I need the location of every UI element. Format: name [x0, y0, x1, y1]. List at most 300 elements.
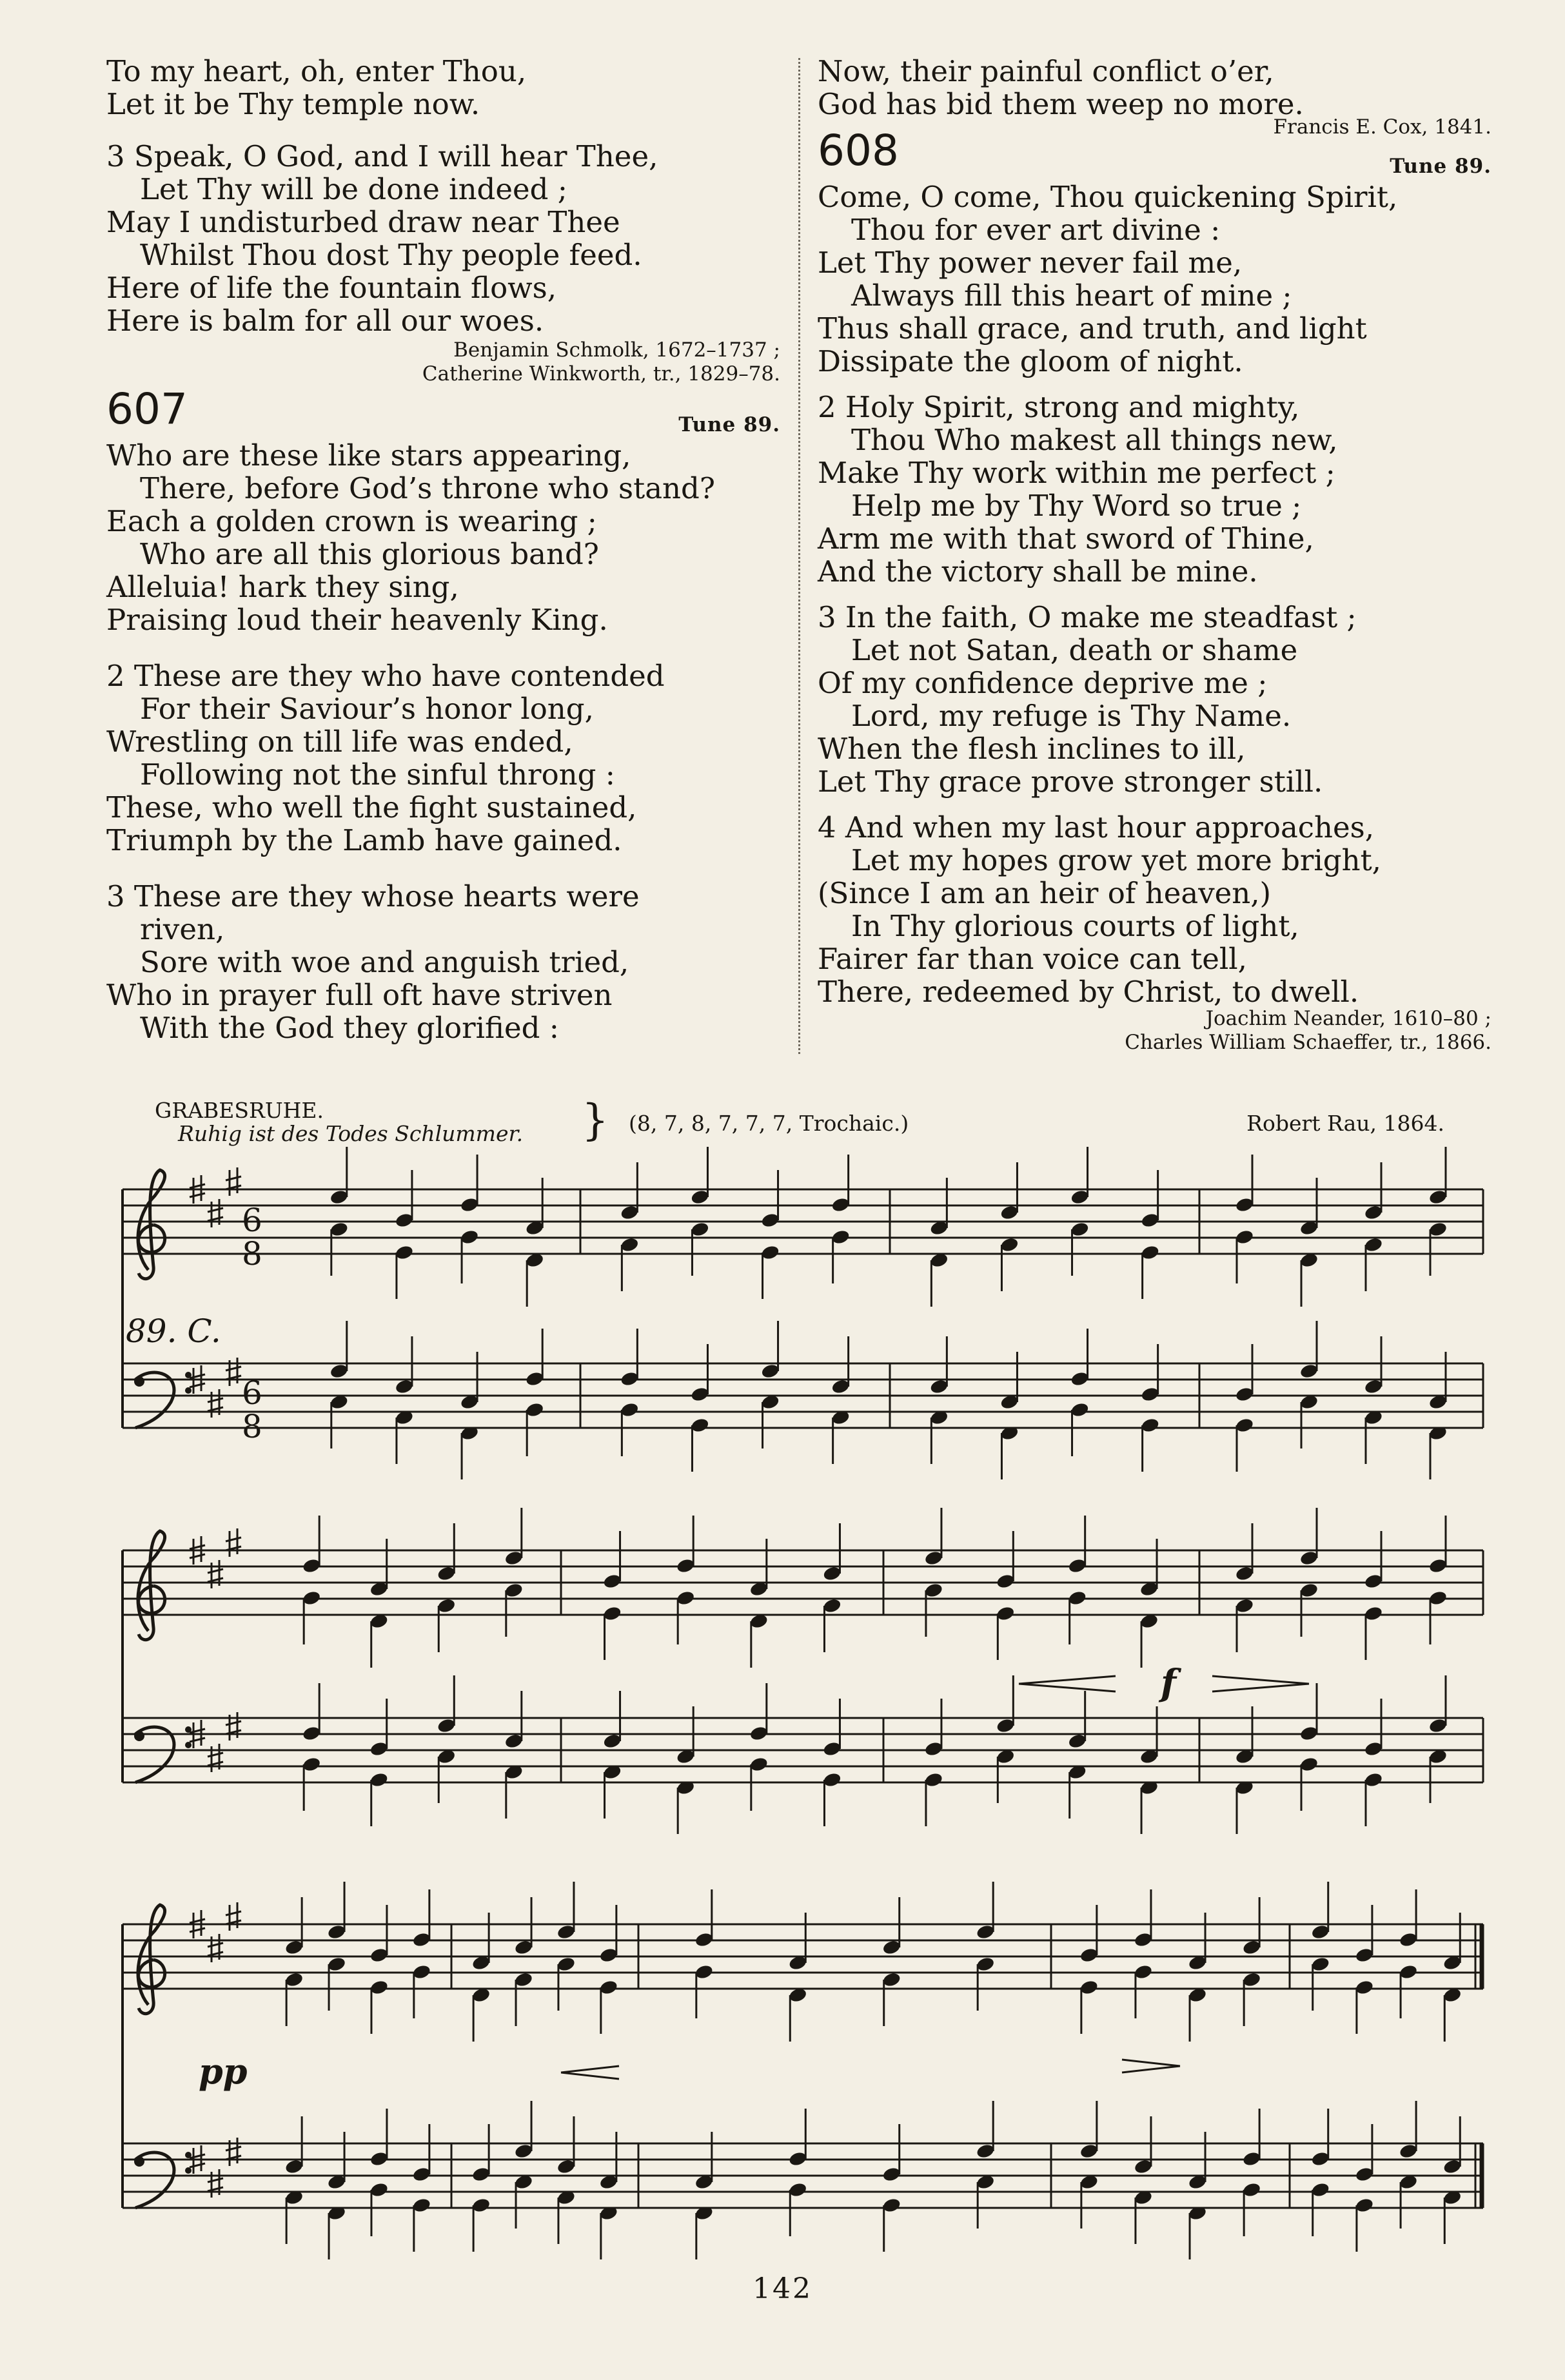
- note-head: [602, 1764, 622, 1780]
- verse-line: May I undisturbed draw near Thee: [106, 205, 620, 239]
- hymn-607-stanza-2: [106, 659, 780, 857]
- note-head: [690, 1189, 710, 1205]
- note-head: [1364, 1573, 1384, 1590]
- note-head: [412, 2197, 432, 2214]
- hymn-607-stanza-3: [106, 880, 780, 1044]
- note-head: [1299, 1725, 1319, 1742]
- verse-line: Let it be Thy temple now.: [106, 87, 480, 121]
- note-head: [929, 1409, 949, 1426]
- tune-brace: }: [582, 1095, 609, 1145]
- verse-line: Help me by Thy Word so true ;: [851, 489, 1302, 523]
- note-head: [504, 1582, 524, 1599]
- note-head: [1139, 1581, 1159, 1597]
- note-head: [976, 2143, 996, 2160]
- note-head: [599, 2174, 619, 2190]
- tune-composer: Robert Rau, 1864.: [1246, 1111, 1444, 1136]
- verse-line: Who in prayer full oft have striven: [106, 978, 613, 1012]
- sharp-sign: [190, 1175, 205, 1204]
- note-head: [788, 1955, 808, 1971]
- note-head: [694, 2205, 714, 2221]
- verse-line: Let not Satan, death or shame: [851, 633, 1298, 667]
- hymn-606-continuation: [106, 55, 780, 121]
- note-head: [1139, 1748, 1159, 1765]
- note-head: [602, 1573, 622, 1590]
- note-head: [1134, 2158, 1154, 2175]
- note-head: [556, 2189, 576, 2206]
- crescendo-hairpin: [561, 2066, 619, 2079]
- note-head: [437, 1748, 457, 1765]
- note-head: [471, 2166, 491, 2183]
- note-head: [284, 2158, 304, 2175]
- note-head: [1235, 1196, 1255, 1213]
- note-head: [999, 1204, 1019, 1221]
- note-head: [556, 2158, 576, 2175]
- note-head: [620, 1236, 640, 1253]
- note-head: [369, 1613, 389, 1630]
- note-head: [460, 1229, 480, 1245]
- verse-line: There, before God’s throne who stand?: [140, 471, 715, 505]
- note-head: [999, 1236, 1019, 1253]
- note-head: [996, 1717, 1016, 1734]
- note-head: [437, 1717, 457, 1734]
- note-head: [330, 1221, 349, 1238]
- verse-line: Arm me with that sword of Thine,: [818, 522, 1314, 556]
- note-head: [1428, 1221, 1448, 1238]
- tune-reference: Tune 89.: [678, 413, 780, 436]
- verse-line: Dissipate the gloom of night.: [818, 344, 1243, 378]
- note-head: [514, 2174, 534, 2190]
- verse-line: Let Thy grace prove stronger still.: [818, 765, 1323, 799]
- note-head: [1310, 2181, 1330, 2198]
- note-head: [1188, 1987, 1208, 2004]
- note-head: [1299, 1220, 1319, 1236]
- note-head: [749, 1756, 769, 1773]
- note-head: [369, 1979, 389, 1996]
- note-head: [525, 1401, 545, 1418]
- note-head: [556, 1956, 576, 1973]
- sharp-sign: [226, 1358, 241, 1386]
- verse-line: Come, O come, Thou quickening Spirit,: [818, 180, 1398, 214]
- note-head: [1442, 2189, 1462, 2206]
- note-head: [437, 1597, 457, 1614]
- bass-clef-dot: [185, 2167, 192, 2174]
- translator-attribution: Catherine Winkworth, tr., 1829–78.: [422, 362, 780, 385]
- note-head: [1355, 1947, 1375, 1964]
- note-head: [327, 1956, 347, 1973]
- verse-line: Thou Who makest all things new,: [851, 423, 1338, 457]
- note-head: [694, 1931, 714, 1948]
- note-head: [1299, 1756, 1319, 1773]
- note-head: [1364, 1378, 1384, 1395]
- note-head: [1299, 1394, 1319, 1410]
- note-head: [1134, 1931, 1154, 1948]
- note-head: [690, 1386, 710, 1403]
- note-head: [514, 1971, 534, 1988]
- note-head: [330, 1189, 349, 1205]
- note-head: [1235, 1597, 1255, 1614]
- note-head: [676, 1779, 696, 1796]
- treble-clef: [138, 1905, 165, 2014]
- note-head: [412, 2166, 432, 2183]
- note-head: [996, 1748, 1016, 1765]
- verse-line: Each a golden crown is wearing ;: [106, 504, 597, 538]
- verse-line: With the God they glorified :: [140, 1011, 559, 1045]
- verse-line: Whilst Thou dost Thy people feed.: [140, 238, 642, 272]
- note-head: [999, 1425, 1019, 1441]
- verse-line: Triumph by the Lamb have gained.: [106, 823, 622, 857]
- note-head: [1428, 1717, 1448, 1734]
- sharp-sign: [226, 1528, 241, 1557]
- note-head: [1235, 1748, 1255, 1765]
- bass-clef-dot: [185, 1387, 192, 1394]
- verse-line: Sore with woe and anguish tried,: [140, 945, 629, 979]
- verse-line: 3 Speak, O God, and I will hear Thee,: [106, 139, 658, 173]
- hymn-608-stanza-3: [818, 601, 1491, 798]
- note-head: [1235, 1565, 1255, 1582]
- note-head: [1364, 1409, 1384, 1426]
- verse-line: Lord, my refuge is Thy Name.: [851, 699, 1292, 733]
- crescendo-hairpin: [1019, 1676, 1116, 1692]
- note-head: [831, 1409, 851, 1426]
- note-head: [599, 1979, 619, 1996]
- note-head: [1134, 1964, 1154, 1980]
- note-head: [620, 1204, 640, 1221]
- sharp-sign: [208, 1389, 223, 1418]
- note-head: [1235, 1386, 1255, 1403]
- note-head: [694, 1964, 714, 1980]
- note-head: [460, 1425, 480, 1441]
- sharp-sign: [190, 1910, 205, 1938]
- note-head: [788, 2151, 808, 2167]
- author-attribution: Joachim Neander, 1610–80 ;: [1205, 1007, 1491, 1030]
- note-head: [1299, 1363, 1319, 1380]
- note-head: [881, 1971, 901, 1988]
- verse-line: These, who well the fight sustained,: [106, 790, 637, 824]
- note-head: [602, 1605, 622, 1622]
- sharp-sign: [226, 1712, 241, 1741]
- note-head: [620, 1370, 640, 1387]
- tune-reference: Tune 89.: [1390, 155, 1491, 178]
- verse-line: 3 These are they whose hearts were: [106, 879, 640, 913]
- note-head: [1079, 1947, 1099, 1964]
- note-head: [1140, 1244, 1160, 1261]
- verse-line: Praising loud their heavenly King.: [106, 603, 608, 637]
- note-head: [395, 1212, 415, 1229]
- sharp-sign: [190, 2145, 205, 2174]
- note-head: [471, 1987, 491, 2004]
- decrescendo-hairpin: [1212, 1676, 1309, 1692]
- sharp-sign: [226, 1902, 241, 1931]
- note-head: [788, 2181, 808, 2198]
- note-head: [1355, 1979, 1375, 1996]
- note-head: [996, 1605, 1016, 1622]
- verse-line: Alleluia! hark they sing,: [106, 570, 459, 604]
- note-head: [676, 1590, 696, 1606]
- note-head: [369, 1581, 389, 1597]
- bass-clef-dot: [185, 1372, 192, 1378]
- verse-line: Here is balm for all our woes.: [106, 304, 544, 338]
- hymn-607-continuation: [818, 55, 1491, 138]
- note-head: [831, 1229, 851, 1245]
- note-head: [822, 1597, 842, 1614]
- note-head: [302, 1590, 322, 1606]
- decrescendo-hairpin: [1122, 2060, 1180, 2073]
- treble-clef: [138, 1531, 165, 1640]
- note-head: [924, 1771, 944, 1788]
- note-head: [1070, 1221, 1090, 1238]
- note-head: [504, 1550, 524, 1566]
- dynamic-pianissimo: pp: [199, 2051, 248, 2092]
- note-head: [1139, 1779, 1159, 1796]
- verse-line: Thus shall grace, and truth, and light: [818, 311, 1367, 346]
- note-head: [924, 1550, 944, 1566]
- note-head: [395, 1409, 415, 1426]
- left-column: [106, 55, 780, 1068]
- verse-line: riven,: [140, 912, 225, 946]
- sharp-sign: [190, 1720, 205, 1748]
- verse-line: And the victory shall be mine.: [818, 554, 1258, 589]
- note-head: [1188, 2174, 1208, 2190]
- note-head: [1242, 1971, 1262, 1988]
- verse-line: Wrestling on till life was ended,: [106, 725, 573, 759]
- note-head: [1442, 1987, 1462, 2004]
- note-head: [369, 2151, 389, 2167]
- tune-meter: (8, 7, 8, 7, 7, 7, Trochaic.): [629, 1111, 909, 1136]
- note-head: [1079, 1979, 1099, 1996]
- note-head: [760, 1244, 780, 1261]
- note-head: [1364, 1204, 1384, 1221]
- note-head: [999, 1394, 1019, 1410]
- note-head: [976, 2174, 996, 2190]
- sharp-sign: [208, 1199, 223, 1227]
- note-head: [1079, 2143, 1099, 2160]
- note-head: [1140, 1386, 1160, 1403]
- verse-line: Make Thy work within me perfect ;: [818, 456, 1335, 490]
- verse-line: (Since I am an heir of heaven,): [818, 876, 1272, 910]
- verse-line: There, redeemed by Christ, to dwell.: [818, 975, 1359, 1009]
- note-head: [1355, 2166, 1375, 2183]
- note-head: [1070, 1401, 1090, 1418]
- hymn-608-stanza-2: [818, 391, 1491, 588]
- note-head: [302, 1725, 322, 1742]
- tune-name: GRABESRUHE.: [155, 1098, 324, 1123]
- verse-line: For their Saviour’s honor long,: [140, 692, 594, 726]
- hymn-607-header: [106, 384, 780, 439]
- note-head: [369, 2181, 389, 2198]
- note-head: [690, 1417, 710, 1434]
- note-head: [749, 1581, 769, 1597]
- note-head: [881, 2197, 901, 2214]
- bass-clef: [135, 1727, 174, 1782]
- note-head: [1070, 1189, 1090, 1205]
- note-head: [395, 1244, 415, 1261]
- note-head: [1242, 2151, 1262, 2167]
- sharp-sign: [190, 1365, 205, 1394]
- note-head: [1070, 1370, 1090, 1387]
- note-head: [1067, 1557, 1087, 1574]
- note-head: [1310, 2151, 1330, 2167]
- bass-clef-dot: [185, 1726, 192, 1733]
- time-signature-numerator: 6: [242, 1374, 262, 1412]
- verse-line: 2 These are they who have contended: [106, 659, 665, 693]
- note-head: [1428, 1425, 1448, 1441]
- note-head: [1140, 1212, 1160, 1229]
- note-head: [471, 1955, 491, 1971]
- bass-clef-dot: [185, 2152, 192, 2158]
- sharp-sign: [226, 1167, 241, 1196]
- note-head: [676, 1557, 696, 1574]
- bass-clef-dot: [134, 1731, 144, 1741]
- verse-line: Fairer far than voice can tell,: [818, 942, 1247, 976]
- note-head: [831, 1196, 851, 1213]
- author-attribution: Benjamin Schmolk, 1672–1737 ;: [453, 338, 780, 362]
- sharp-sign: [190, 1536, 205, 1565]
- note-head: [1442, 2158, 1462, 2175]
- note-head: [1242, 2181, 1262, 2198]
- note-head: [1310, 1956, 1330, 1973]
- tune-subtitle: Ruhig ist des Todes Schlummer.: [178, 1121, 524, 1146]
- verse-line: To my heart, oh, enter Thou,: [106, 54, 527, 88]
- note-head: [976, 1924, 996, 1940]
- verse-line: Who are these like stars appearing,: [106, 438, 631, 473]
- note-head: [690, 1221, 710, 1238]
- note-head: [284, 1939, 304, 1956]
- note-head: [514, 1939, 534, 1956]
- note-head: [1364, 1236, 1384, 1253]
- note-head: [599, 1947, 619, 1964]
- hymn-606-stanza-3: [106, 140, 780, 385]
- right-column: [818, 55, 1491, 1053]
- hymn-608-stanza-1: [818, 180, 1491, 378]
- treble-clef: [138, 1170, 165, 1279]
- note-head: [749, 1725, 769, 1742]
- note-head: [694, 2174, 714, 2190]
- verse-line: 2 Holy Spirit, strong and mighty,: [818, 390, 1300, 424]
- note-head: [924, 1741, 944, 1757]
- note-head: [284, 2189, 304, 2206]
- note-head: [1428, 1189, 1448, 1205]
- note-head: [760, 1363, 780, 1380]
- note-head: [620, 1401, 640, 1418]
- note-head: [1428, 1394, 1448, 1410]
- verse-line: 4 And when my last hour approaches,: [818, 810, 1374, 844]
- note-head: [437, 1565, 457, 1582]
- note-head: [1235, 1229, 1255, 1245]
- note-head: [525, 1252, 545, 1269]
- verse-line: Let Thy power never fail me,: [818, 246, 1243, 280]
- note-head: [369, 1947, 389, 1964]
- note-head: [302, 1557, 322, 1574]
- note-head: [330, 1363, 349, 1380]
- note-head: [1188, 1955, 1208, 1971]
- note-head: [327, 2174, 347, 2190]
- note-head: [1428, 1748, 1448, 1765]
- column-divider: [798, 58, 800, 1054]
- note-head: [327, 1924, 347, 1940]
- note-head: [504, 1764, 524, 1780]
- note-head: [412, 1931, 432, 1948]
- author-attribution: Francis E. Cox, 1841.: [1273, 115, 1491, 139]
- note-head: [284, 1971, 304, 1988]
- note-head: [1235, 1779, 1255, 1796]
- note-head: [1399, 2174, 1419, 2190]
- dynamic-forte: f: [1161, 1662, 1177, 1704]
- page-number: 142: [753, 2272, 812, 2305]
- note-head: [602, 1733, 622, 1750]
- bass-clef-dot: [134, 1376, 144, 1387]
- note-head: [924, 1582, 944, 1599]
- note-head: [881, 1939, 901, 1956]
- note-head: [369, 1771, 389, 1788]
- time-signature-numerator: 6: [242, 1202, 262, 1239]
- note-head: [1355, 2197, 1375, 2214]
- note-head: [1364, 1771, 1384, 1788]
- note-head: [1428, 1557, 1448, 1574]
- note-head: [1442, 1955, 1462, 1971]
- translator-attribution: Charles William Schaeffer, tr., 1866.: [1125, 1031, 1491, 1054]
- note-head: [749, 1613, 769, 1630]
- note-head: [1134, 2189, 1154, 2206]
- note-head: [760, 1394, 780, 1410]
- note-head: [1399, 1931, 1419, 1948]
- note-head: [1067, 1733, 1087, 1750]
- hymn-607-stanza-1: [106, 439, 780, 636]
- verse-line: God has bid them weep no more.: [818, 87, 1304, 121]
- note-head: [330, 1394, 349, 1410]
- note-head: [822, 1771, 842, 1788]
- note-head: [504, 1733, 524, 1750]
- note-head: [1399, 2143, 1419, 2160]
- verse-line: Let my hopes grow yet more bright,: [851, 843, 1381, 877]
- note-head: [1067, 1590, 1087, 1606]
- note-head: [788, 1987, 808, 2004]
- sharp-sign: [226, 2138, 241, 2166]
- time-signature-denominator: 8: [242, 1235, 262, 1273]
- note-head: [676, 1748, 696, 1765]
- note-head: [471, 2197, 491, 2214]
- bass-clef-dot: [185, 1742, 192, 1748]
- note-head: [1364, 1605, 1384, 1622]
- note-head: [514, 2143, 534, 2160]
- time-signature-denominator: 8: [242, 1408, 262, 1445]
- sharp-sign: [208, 2169, 223, 2198]
- note-head: [302, 1756, 322, 1773]
- tune-label: 89. C.: [126, 1312, 221, 1350]
- note-head: [881, 2166, 901, 2183]
- note-head: [929, 1378, 949, 1395]
- note-head: [1299, 1252, 1319, 1269]
- bass-clef: [135, 1372, 174, 1428]
- hymn-608-stanza-4: [818, 811, 1491, 1053]
- note-head: [1299, 1582, 1319, 1599]
- verse-line: Following not the sinful throng :: [140, 757, 615, 792]
- note-head: [525, 1220, 545, 1236]
- note-head: [1139, 1613, 1159, 1630]
- note-head: [822, 1741, 842, 1757]
- hymn-number: 607: [106, 384, 188, 434]
- note-head: [929, 1220, 949, 1236]
- note-head: [460, 1394, 480, 1410]
- sharp-sign: [208, 1744, 223, 1772]
- note-head: [1235, 1417, 1255, 1434]
- sharp-sign: [208, 1934, 223, 1962]
- verse-line: In Thy glorious courts of light,: [851, 909, 1299, 943]
- verse-line: Thou for ever art divine :: [851, 213, 1221, 247]
- note-head: [1067, 1764, 1087, 1780]
- sharp-sign: [208, 1560, 223, 1588]
- verse-line: 3 In the faith, O make me steadfast ;: [818, 600, 1357, 634]
- tune-header: [155, 1095, 1444, 1151]
